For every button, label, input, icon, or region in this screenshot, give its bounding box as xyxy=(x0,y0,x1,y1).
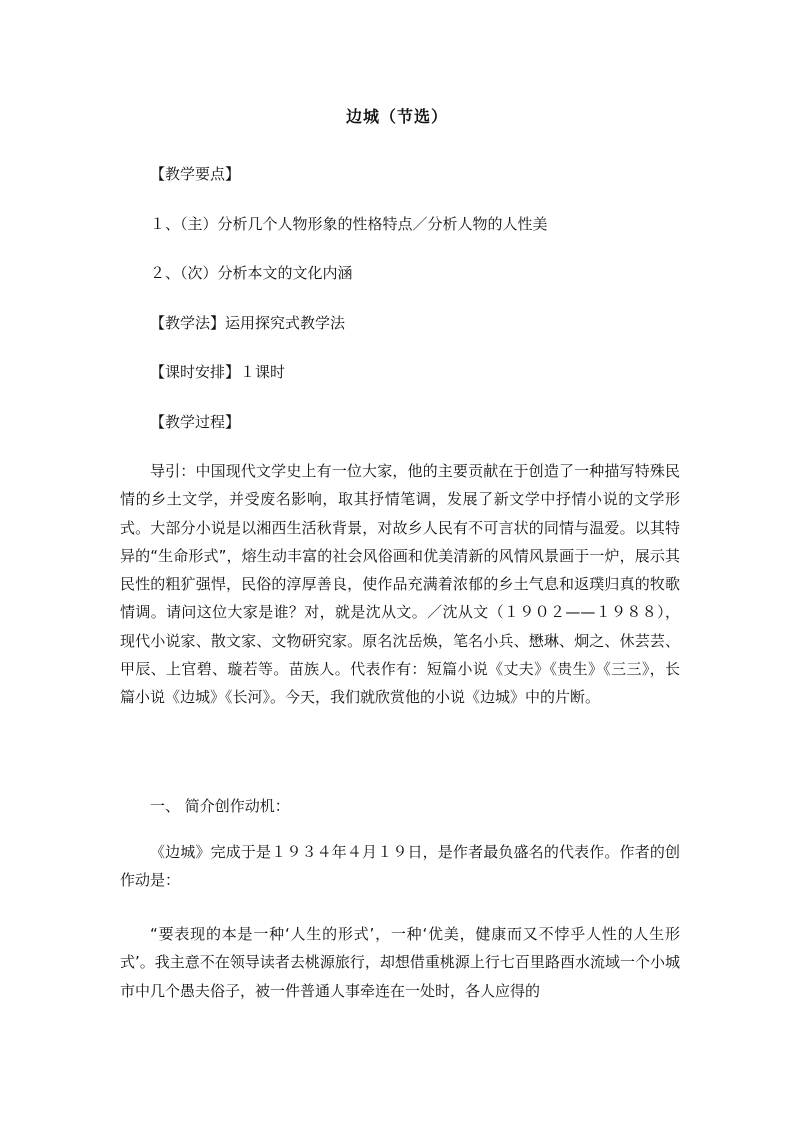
section-1-heading: 一、 简介创作动机： xyxy=(150,797,290,815)
quote-paragraph: “要表现的本是一种‘人生的形式’，一种‘优美，健康而又不悖乎人性的人生形式’。我主意不在领导读者去桃源旅行，却想借重桃源上行七百里路酉水流域一个小城市中几个愚夫俗子，被一件普通人事牵连在一处时，各人应得的 xyxy=(120,925,680,1000)
class-schedule: 【课时安排】１课时 xyxy=(150,363,286,381)
heading-teaching-process: 【教学过程】 xyxy=(150,413,241,431)
key-point-2: ２、（次）分析本文的文化内涵 xyxy=(150,264,353,282)
heading-key-points: 【教学要点】 xyxy=(150,165,241,183)
teaching-method: 【教学法】运用探究式教学法 xyxy=(150,314,346,332)
key-point-1: １、（主）分析几个人物形象的性格特点／分析人物的人性美 xyxy=(150,215,548,233)
intro-paragraph: 导引：中国现代文学史上有一位大家，他的主要贡献在于创造了一种描写特殊民情的乡土文学，并受废名影响，取其抒情笔调，发展了新文学中抒情小说的文学形式。大部分小说是以湘西生活秋背景，对故乡人民有不可言状的同情与温爱。以其特异的“生命形式”，熔生动丰富的社会风俗画和优美清新的风情风景画于一炉，展示其民性的粗犷强悍，民俗的淳厚善良，使作品充满着浓郁的乡土气息和返璞归真的牧歌情调。请问这位大家是谁？对，就是沈从文。／沈从文（１９０２——１９８８），现代小说家、散文家、文物研究家。原名沈岳焕，笔名小兵、懋琳、炯之、休芸芸、甲辰、上官碧、璇若等。苗族人。代表作有：短篇小说《丈夫》《贵生》《三三》，长篇小说《边城》《长河》。今天，我们就欣赏他的小说《边城》中的片断。 xyxy=(120,462,680,707)
document-title: 边城（节选） xyxy=(345,107,448,126)
section-1-paragraph: 《边城》完成于是１９３４年４月１９日，是作者最负盛名的代表作。作者的创作动是： xyxy=(120,843,680,890)
